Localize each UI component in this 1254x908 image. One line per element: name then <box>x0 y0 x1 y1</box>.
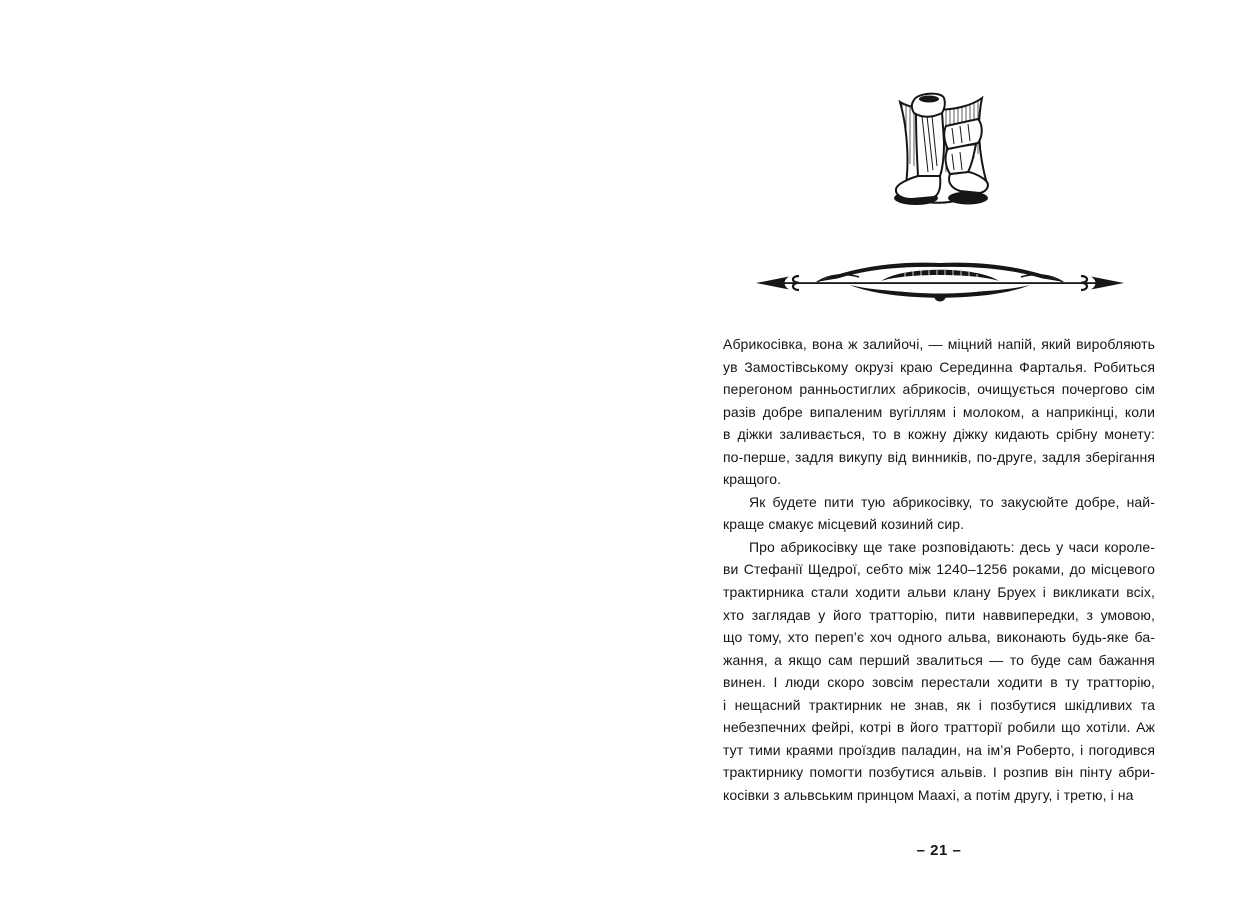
text-line: косівки з альвським принцом Маахі, а потім другу, і третю, і на <box>723 786 1134 803</box>
body-text <box>723 333 1155 806</box>
text-line: трактирника стали ходити альви клану Бруех і викликати всіх, <box>723 584 1155 601</box>
text-line: Абрикосівка, вона ж залийочі, — міцний напій, який виробляють <box>723 336 1155 352</box>
text-line: винен. І люди скоро зовсім перестали ходити в ту тратторію, <box>723 674 1155 691</box>
boots-illustration <box>884 86 996 218</box>
text-line: жання, а якщо сам перший звалиться — то буде сам бажання <box>723 651 1155 668</box>
page-number: – 21 – <box>916 842 962 859</box>
text-line: тут тими краями проїздив паладин, на ім’я Роберто, і погодився <box>723 741 1155 758</box>
text-line: Про абрикосівку ще таке розповідають: десь у часи короле- <box>749 538 1155 555</box>
text-line: трактирнику помогти позбутися альвів. І розпив він пінту абри- <box>723 764 1155 781</box>
text-line: кращого. <box>723 471 782 488</box>
text-line: хто заглядав у його тратторію, пити наввипередки, з умовою, <box>723 606 1155 623</box>
divider-ornament-icon <box>755 261 1125 305</box>
text-line: перегоном ранньостиглих абрикосів, очищується почергово сім <box>723 381 1155 398</box>
text-line: разів добре випаленим вугіллям і молоком, а наприкінці, коли <box>723 403 1155 420</box>
text-line: по-перше, задля викупу від винників, по-друге, задля зберігання <box>723 448 1155 465</box>
text-line: ви Стефанії Щедрої, себто між 1240–1256 роками, до місцевого <box>723 561 1155 578</box>
text-line: ув Замостівському окрузі краю Серединна Фарталья. Робиться <box>723 358 1155 375</box>
text-line: і нещасний трактирник не знав, як і позбутися шкідливих та <box>723 696 1155 713</box>
text-line: краще смакує місцевий козиний сир. <box>723 516 965 533</box>
text-line: Як будете пити тую абрикосівку, то закусюйте добре, най- <box>749 493 1155 510</box>
text-line: в діжки заливається, то в кожну діжку кидають срібну монету: <box>723 426 1155 443</box>
text-line: небезпечних фейрі, котрі в його тратторії робили що хотіли. Аж <box>723 719 1155 736</box>
text-line: що тому, хто переп’є хоч одного альва, виконають будь-яке ба- <box>723 629 1155 646</box>
